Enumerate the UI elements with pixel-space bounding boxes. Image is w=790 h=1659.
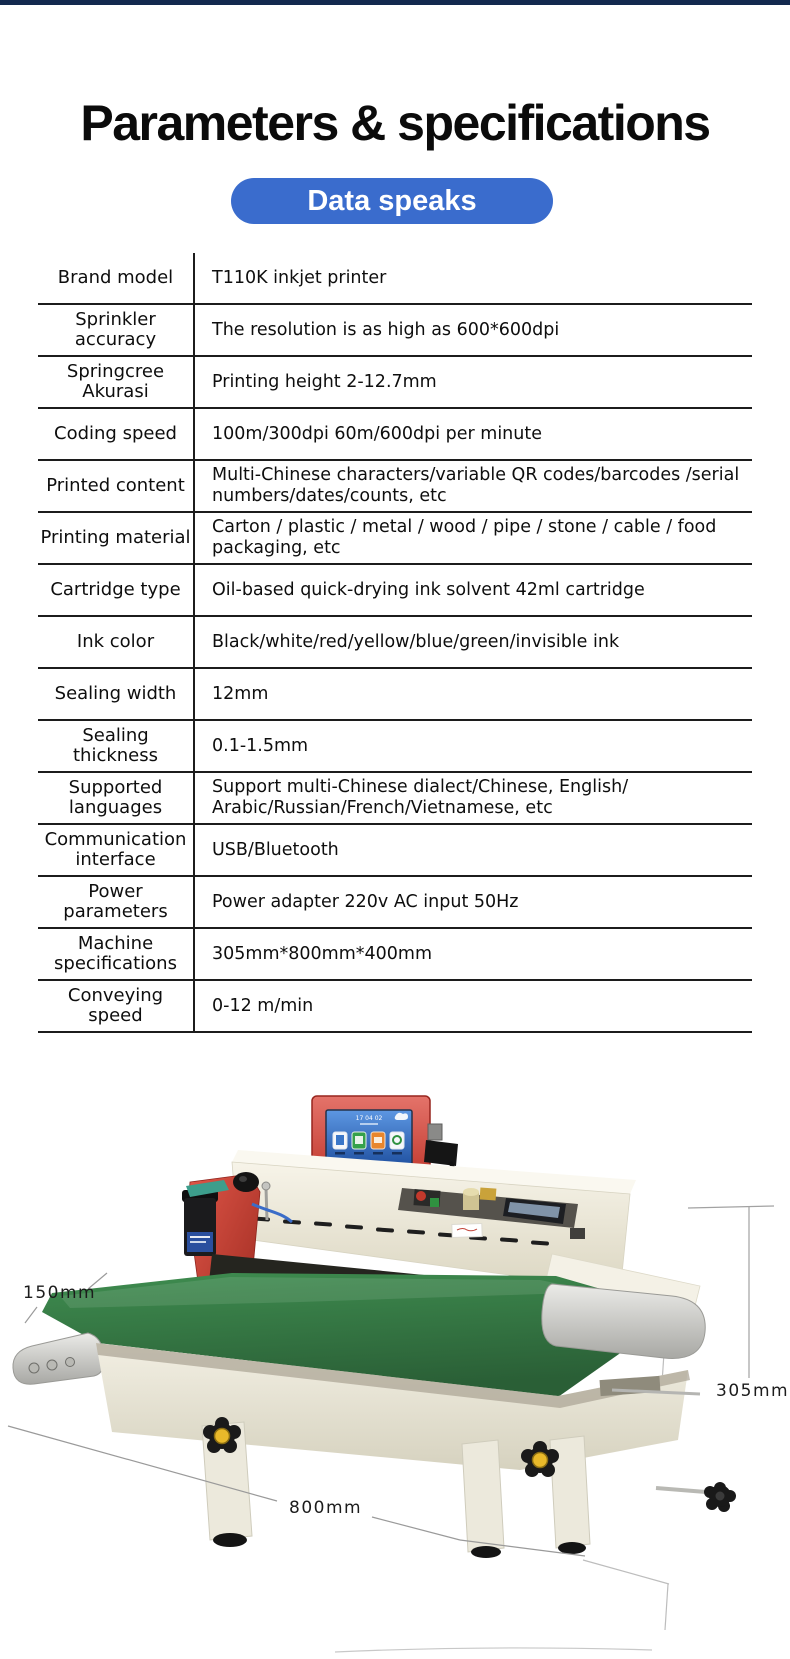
spec-label: Sealing thickness [72,724,159,766]
spec-label: Machine specifications [54,932,177,974]
spec-value: 0-12 m/min [193,981,752,1031]
spec-label: Power parameters [63,880,168,922]
spec-label: Coding speed [54,422,177,444]
tension-knob [656,1482,736,1512]
spec-value: 305mm*800mm*400mm [193,929,752,979]
spec-value: The resolution is as high as 600*600dpi [193,305,752,355]
machine-height-label: 305mm [716,1381,790,1401]
table-row [38,825,752,877]
table-row [38,461,752,513]
spec-value: Oil-based quick-drying ink solvent 42ml cartridge [193,565,752,615]
sealing-machine-illustration [0,1040,790,1659]
spec-label: Supported languages [68,776,163,818]
table-row [38,513,752,565]
table-row [38,721,752,773]
data-speaks-badge [231,178,553,224]
spec-value: Support multi-Chinese dialect/Chinese, English/ Arabic/Russian/French/Vietnamese, etc [193,773,752,823]
screen-clock: 17 04 02 [355,1115,383,1122]
leg-foot [471,1546,501,1558]
table-row [38,357,752,409]
table-row [38,877,752,929]
spec-value: USB/Bluetooth [193,825,752,875]
spec-label: Sprinkler accuracy [74,308,157,350]
belt-end-cap-left [13,1333,104,1384]
badge-label: Data speaks [307,184,477,217]
table-row [38,409,752,461]
spec-label: Conveying speed [67,984,164,1026]
leg-foot [558,1542,586,1554]
table-row [38,253,752,305]
vga-port [428,1124,442,1140]
table-row [38,617,752,669]
machine-length-label: 800mm [289,1498,363,1518]
spec-value: Carton / plastic / metal / wood / pipe / stone / cable / food packaging, etc [193,513,752,563]
start-button [430,1198,439,1207]
stop-button [416,1191,426,1201]
top-accent-bar [0,0,790,5]
cable-connector [424,1140,458,1166]
spec-value: 0.1-1.5mm [193,721,752,771]
table-row [38,773,752,825]
spec-value: 100m/300dpi 60m/600dpi per minute [193,409,752,459]
spec-label: Printing material [40,526,191,548]
leg-foot [213,1533,247,1547]
table-row [38,565,752,617]
spec-label: Cartridge type [50,578,181,600]
spec-table-body [38,253,752,1033]
table-row [38,929,752,981]
spec-value: Multi-Chinese characters/variable QR codes/barcodes /serial numbers/dates/counts, etc [193,461,752,511]
belt-width-label: 150mm [23,1283,97,1303]
spec-value: 12mm [193,669,752,719]
spec-label: Communication interface [44,828,187,870]
spec-label: Sealing width [54,682,177,704]
spec-table [38,253,752,1033]
next-section-edge [335,1648,652,1652]
table-row [38,305,752,357]
spec-value: Power adapter 220v AC input 50Hz [193,877,752,927]
conveyor-assembly [13,1273,736,1558]
spec-value: T110K inkjet printer [193,253,752,303]
spec-label: Brand model [57,266,174,288]
spec-label: Printed content [46,474,185,496]
page-title: Parameters & specifications [80,95,710,151]
support-leg [462,1440,504,1552]
spec-value: Printing height 2-12.7mm [193,357,752,407]
spec-value: Black/white/red/yellow/blue/green/invisible ink [193,617,752,667]
printer-knob [233,1172,259,1192]
spec-label: Springcree Akurasi [66,360,165,402]
table-row [38,669,752,721]
table-row [38,981,752,1033]
product-figure [0,1040,790,1659]
spec-label: Ink color [76,630,155,652]
